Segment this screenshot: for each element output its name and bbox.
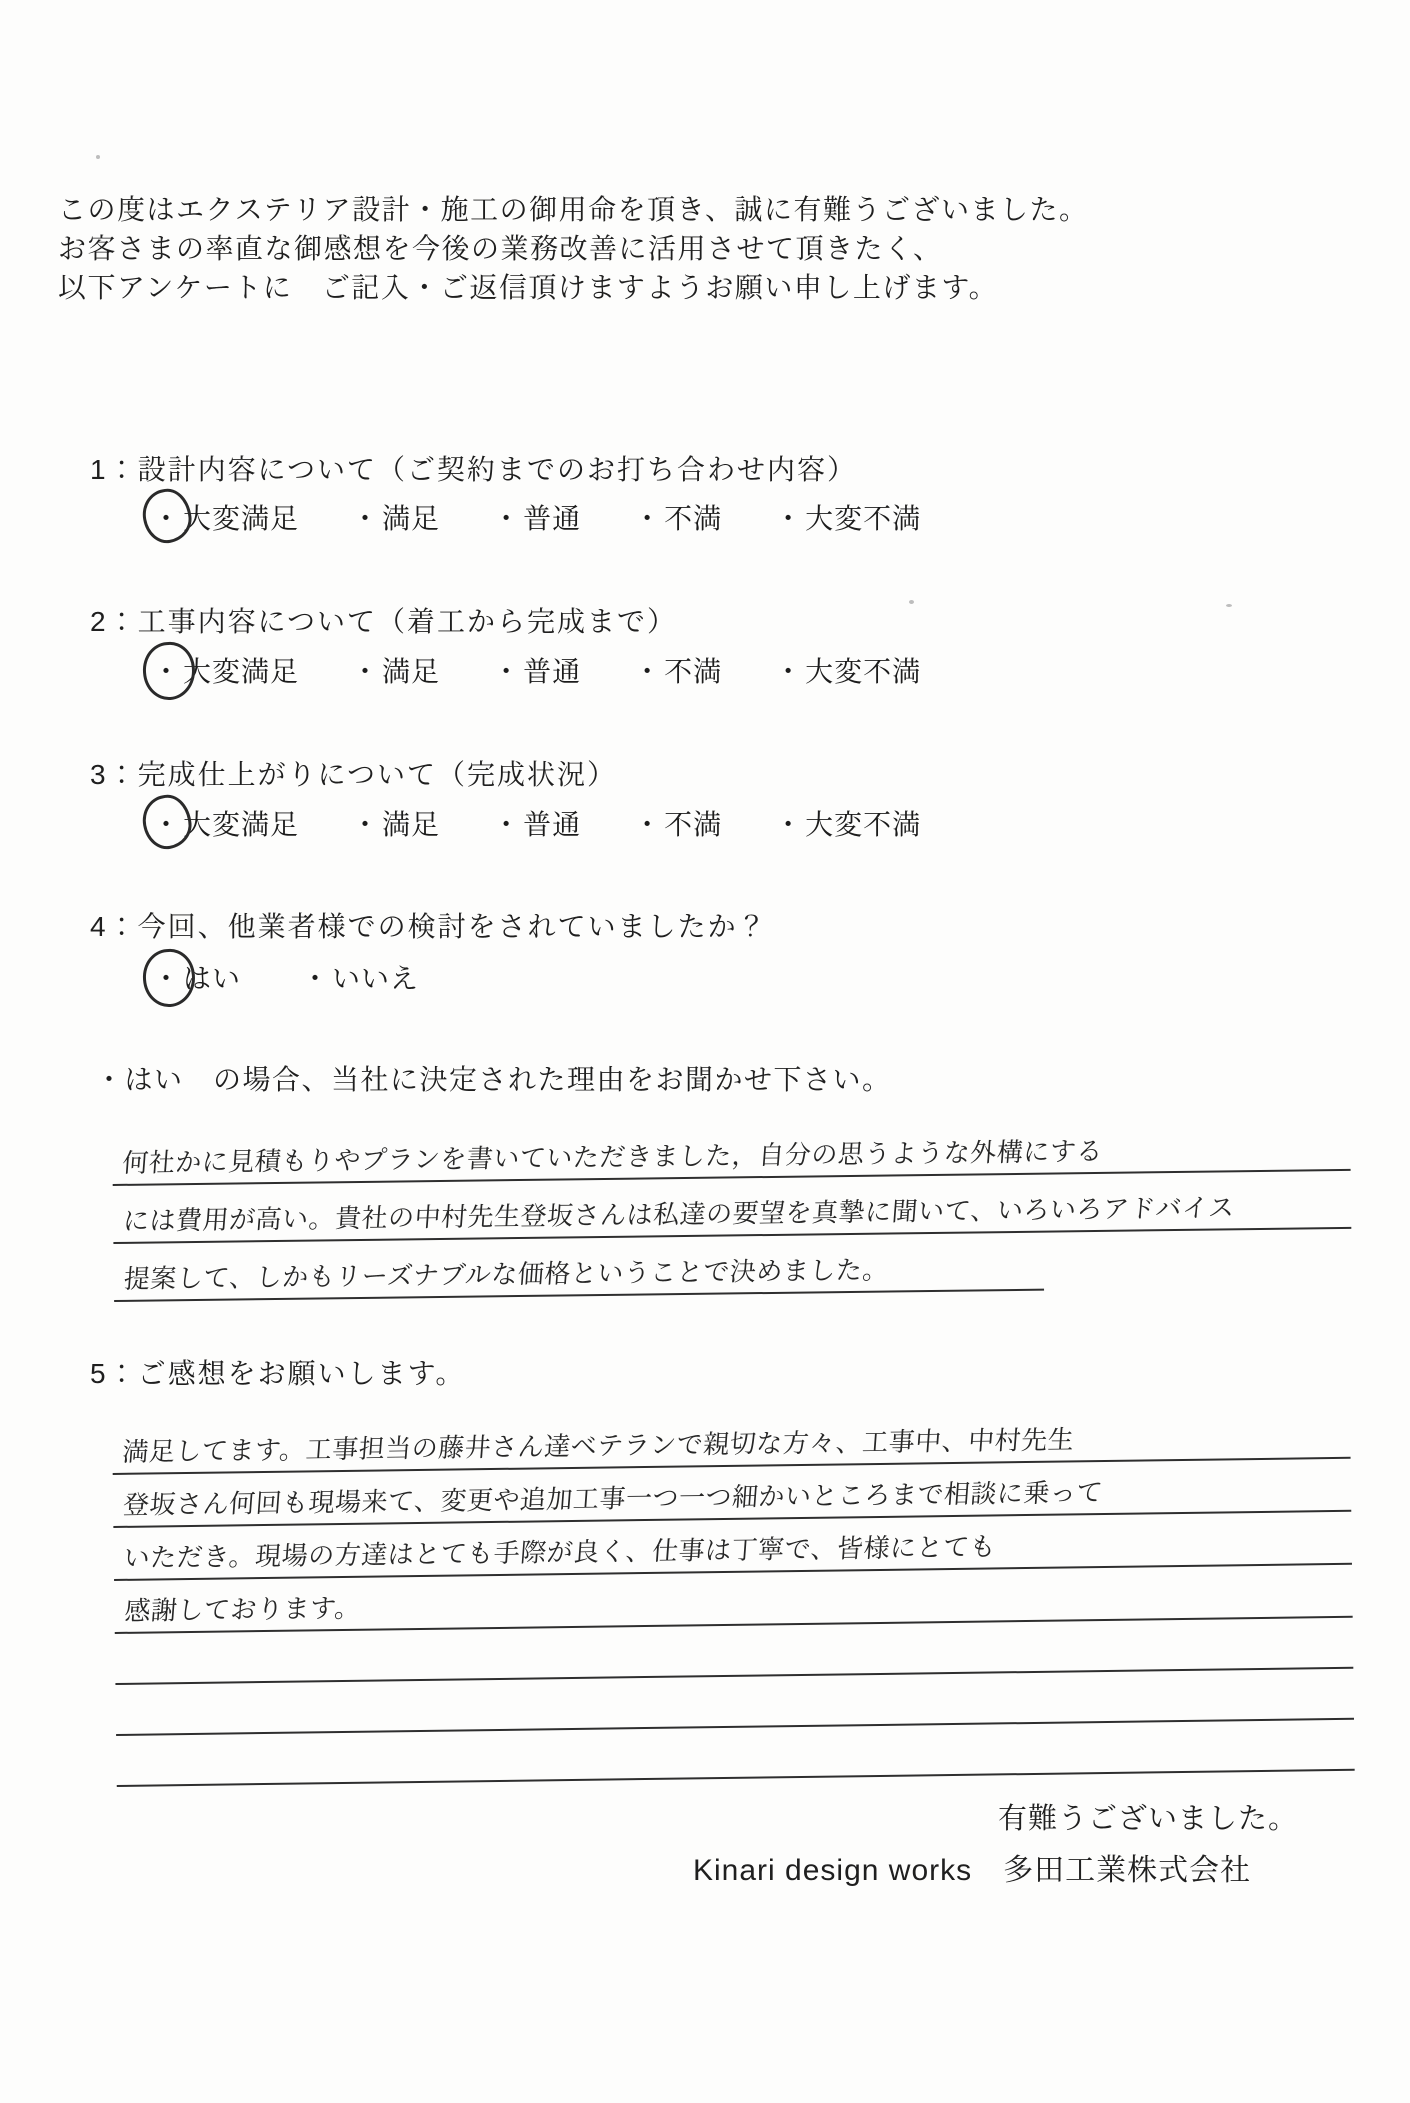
- handwritten-text: 提案して、しかもリーズナブルな価格ということで決めました。: [122, 1254, 891, 1294]
- q4-option-hai-selected: [152, 957, 241, 997]
- option-label: 満足: [382, 809, 441, 840]
- q1-option-daihen-manzoku-selected: [152, 497, 299, 537]
- handwritten-text: いただき。現場の方達はとても手際が良く、仕事は丁寧で、皆様にとても: [122, 1531, 998, 1573]
- q3-option-fuman: [633, 803, 722, 843]
- option-bullet: ・: [152, 963, 182, 994]
- q3-option-futsuu: [492, 803, 581, 843]
- option-bullet: ・: [492, 656, 522, 687]
- question-1-options: [152, 497, 921, 537]
- q3-option-daihen-fuman: [774, 803, 921, 843]
- q1-option-manzoku: [351, 497, 440, 537]
- question-4-label: 4：今回、他業者様での検討をされていましたか？: [90, 911, 768, 942]
- option-label: 大変不満: [805, 656, 922, 687]
- option-label: 不満: [664, 809, 723, 840]
- handwritten-text: には費用が高い。貴社の中村先生登坂さんは私達の要望を真摯に聞いて、いろいろアドバイス: [122, 1192, 1236, 1236]
- question-2-label: 2：工事内容について（着工から完成まで）: [90, 606, 678, 637]
- handwritten-text: 感謝しております。: [123, 1592, 363, 1626]
- option-label: いいえ: [332, 963, 420, 994]
- q4-option-iie: [301, 957, 419, 997]
- handwritten-text: 満足してます。工事担当の藤井さん達ベテランで親切な方々、工事中、中村先生: [121, 1424, 1076, 1467]
- intro-line-1: この度はエクステリア設計・施工の御用命を頂き、誠に有難うございました。: [58, 194, 1089, 225]
- intro-paragraph: [58, 190, 1089, 307]
- option-label: 不満: [664, 503, 723, 534]
- option-bullet: ・: [351, 503, 381, 534]
- q1-option-daihen-fuman: [774, 497, 921, 537]
- option-bullet: ・: [152, 809, 182, 840]
- option-bullet: ・: [492, 503, 522, 534]
- option-bullet: ・: [301, 963, 331, 994]
- q1-option-fuman: [633, 497, 722, 537]
- q5-handwritten-answer: [112, 1406, 1355, 1787]
- option-bullet: ・: [152, 656, 182, 687]
- q4-followup-prompt: ・はい の場合、当社に決定された理由をお聞かせ下さい。: [95, 1064, 892, 1095]
- option-label: 満足: [382, 656, 441, 687]
- question-5-label: 5：ご感想をお願いします。: [90, 1358, 466, 1389]
- question-4-options: [152, 957, 419, 997]
- q4-handwritten-answer: [112, 1113, 1352, 1302]
- option-bullet: ・: [633, 656, 663, 687]
- q1-option-futsuu: [492, 497, 581, 537]
- option-bullet: ・: [633, 503, 663, 534]
- handwritten-text: 何社かに見積もりやプランを書いていただきました，自分の思うような外構にする: [121, 1135, 1105, 1178]
- option-label: 普通: [523, 503, 582, 534]
- question-3-options: [152, 803, 921, 843]
- option-label: 大変満足: [183, 656, 300, 687]
- option-label: 不満: [664, 656, 723, 687]
- option-label: 大変不満: [805, 503, 922, 534]
- q2-option-daihen-manzoku-selected: [152, 650, 299, 690]
- question-2-options: [152, 650, 921, 690]
- q2-option-futsuu: [492, 650, 581, 690]
- intro-line-3: 以下アンケートに ご記入・ご返信頂けますようお願い申し上げます。: [58, 272, 999, 303]
- q2-option-fuman: [633, 650, 722, 690]
- option-bullet: ・: [152, 503, 182, 534]
- option-label: 大変満足: [183, 503, 300, 534]
- intro-line-2: お客さまの率直な御感想を今後の業務改善に活用させて頂きたく、: [58, 233, 943, 264]
- option-label: 満足: [382, 503, 441, 534]
- closing-thanks: 有難うございました。: [998, 1803, 1299, 1835]
- question-3-label: 3：完成仕上がりについて（完成状況）: [90, 759, 618, 790]
- question-1-label: 1：設計内容について（ご契約までのお打ち合わせ内容）: [90, 454, 858, 485]
- option-bullet: ・: [774, 656, 804, 687]
- handwritten-text: 登坂さん何回も現場来て、変更や追加工事一つ一つ細かいところまで相談に乗って: [122, 1477, 1105, 1520]
- q3-option-daihen-manzoku-selected: [152, 803, 299, 843]
- option-bullet: ・: [774, 809, 804, 840]
- option-label: はい: [183, 963, 242, 994]
- option-label: 普通: [523, 656, 582, 687]
- option-label: 大変満足: [183, 809, 300, 840]
- option-bullet: ・: [633, 809, 663, 840]
- q2-option-daihen-fuman: [774, 650, 921, 690]
- option-bullet: ・: [351, 809, 381, 840]
- option-bullet: ・: [492, 809, 522, 840]
- scan-speck: [1226, 604, 1232, 607]
- q3-option-manzoku: [351, 803, 440, 843]
- scan-speck: [96, 155, 100, 159]
- q2-option-manzoku: [351, 650, 440, 690]
- option-bullet: ・: [351, 656, 381, 687]
- scan-speck: [909, 600, 914, 604]
- option-label: 普通: [523, 809, 582, 840]
- option-bullet: ・: [774, 503, 804, 534]
- option-label: 大変不満: [805, 809, 922, 840]
- company-signature: Kinari design works 多田工業株式会社: [693, 1854, 1252, 1887]
- q4-answer-line: [113, 1233, 1044, 1302]
